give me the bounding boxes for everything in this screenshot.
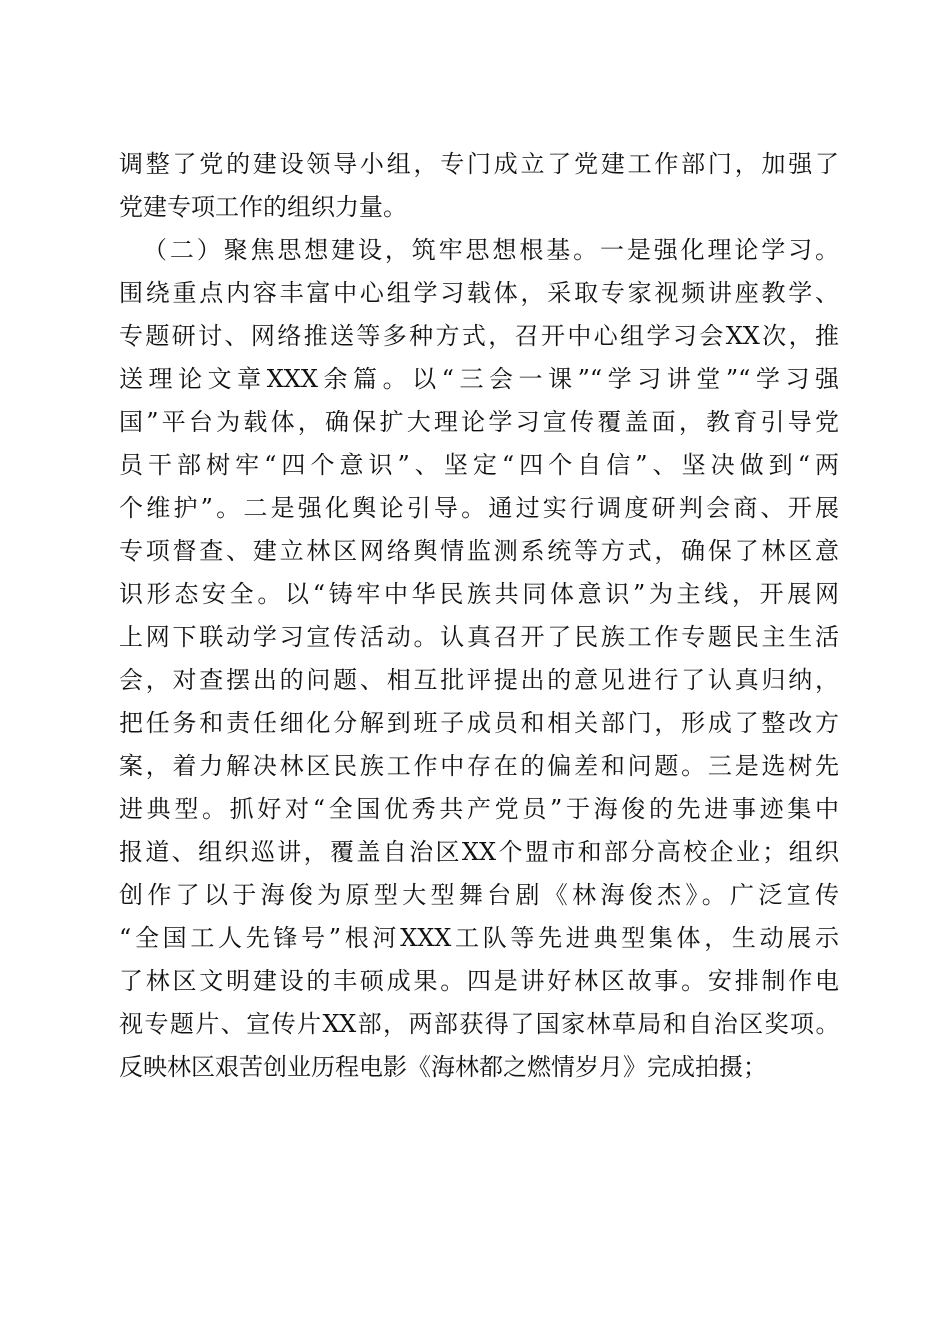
text-line: 专题研讨、网络推送等多种方式，召开中心组学习会XX次，推 <box>119 322 839 350</box>
text-line: 会，对查摆出的问题、相互批评提出的意见进行了认真归纳， <box>119 666 839 694</box>
text-line: 报道、组织巡讲，覆盖自治区XX个盟市和部分高校企业；组织 <box>119 838 839 866</box>
text-line: 视专题片、宣传片XX部，两部获得了国家林草局和自治区奖项。 <box>119 1010 839 1038</box>
text-line: 个维护”。二是强化舆论引导。通过实行调度研判会商、开展 <box>119 494 839 522</box>
text-line: 反映林区艰苦创业历程电影《海林都之燃情岁月》完成拍摄； <box>119 1053 767 1081</box>
section-heading-line: （二）聚焦思想建设，筑牢思想根基。一是强化理论学习。 <box>143 236 839 264</box>
text-line: 案，着力解决林区民族工作中存在的偏差和问题。三是选树先 <box>119 752 839 780</box>
text-line: 专项督查、建立林区网络舆情监测系统等方式，确保了林区意 <box>119 537 839 565</box>
body-text <box>119 143 839 1089</box>
text-line: 调整了党的建设领导小组，专门成立了党建工作部门，加强了 <box>119 150 839 178</box>
text-line: 上网下联动学习宣传活动。认真召开了民族工作专题民主生活 <box>119 623 839 651</box>
text-line: 进典型。抓好对“全国优秀共产党员”于海俊的先进事迹集中 <box>119 795 839 823</box>
text-line: 国”平台为载体，确保扩大理论学习宣传覆盖面，教育引导党 <box>119 408 839 436</box>
text-line: 员干部树牢“四个意识”、坚定“四个自信”、坚决做到“两 <box>119 451 839 479</box>
text-line: 党建专项工作的组织力量。 <box>119 193 407 221</box>
text-line: 了林区文明建设的丰硕成果。四是讲好林区故事。安排制作电 <box>119 967 839 995</box>
text-line: 送理论文章XXX余篇。以“三会一课”“学习讲堂”“学习强 <box>119 365 839 393</box>
text-line: 围绕重点内容丰富中心组学习载体，采取专家视频讲座教学、 <box>119 279 839 307</box>
text-line: 创作了以于海俊为原型大型舞台剧《林海俊杰》。广泛宣传 <box>119 881 839 909</box>
text-line: 把任务和责任细化分解到班子成员和相关部门，形成了整改方 <box>119 709 839 737</box>
text-line: 识形态安全。以“铸牢中华民族共同体意识”为主线，开展网 <box>119 580 839 608</box>
text-line: “全国工人先锋号”根河XXX工队等先进典型集体，生动展示 <box>119 924 839 952</box>
